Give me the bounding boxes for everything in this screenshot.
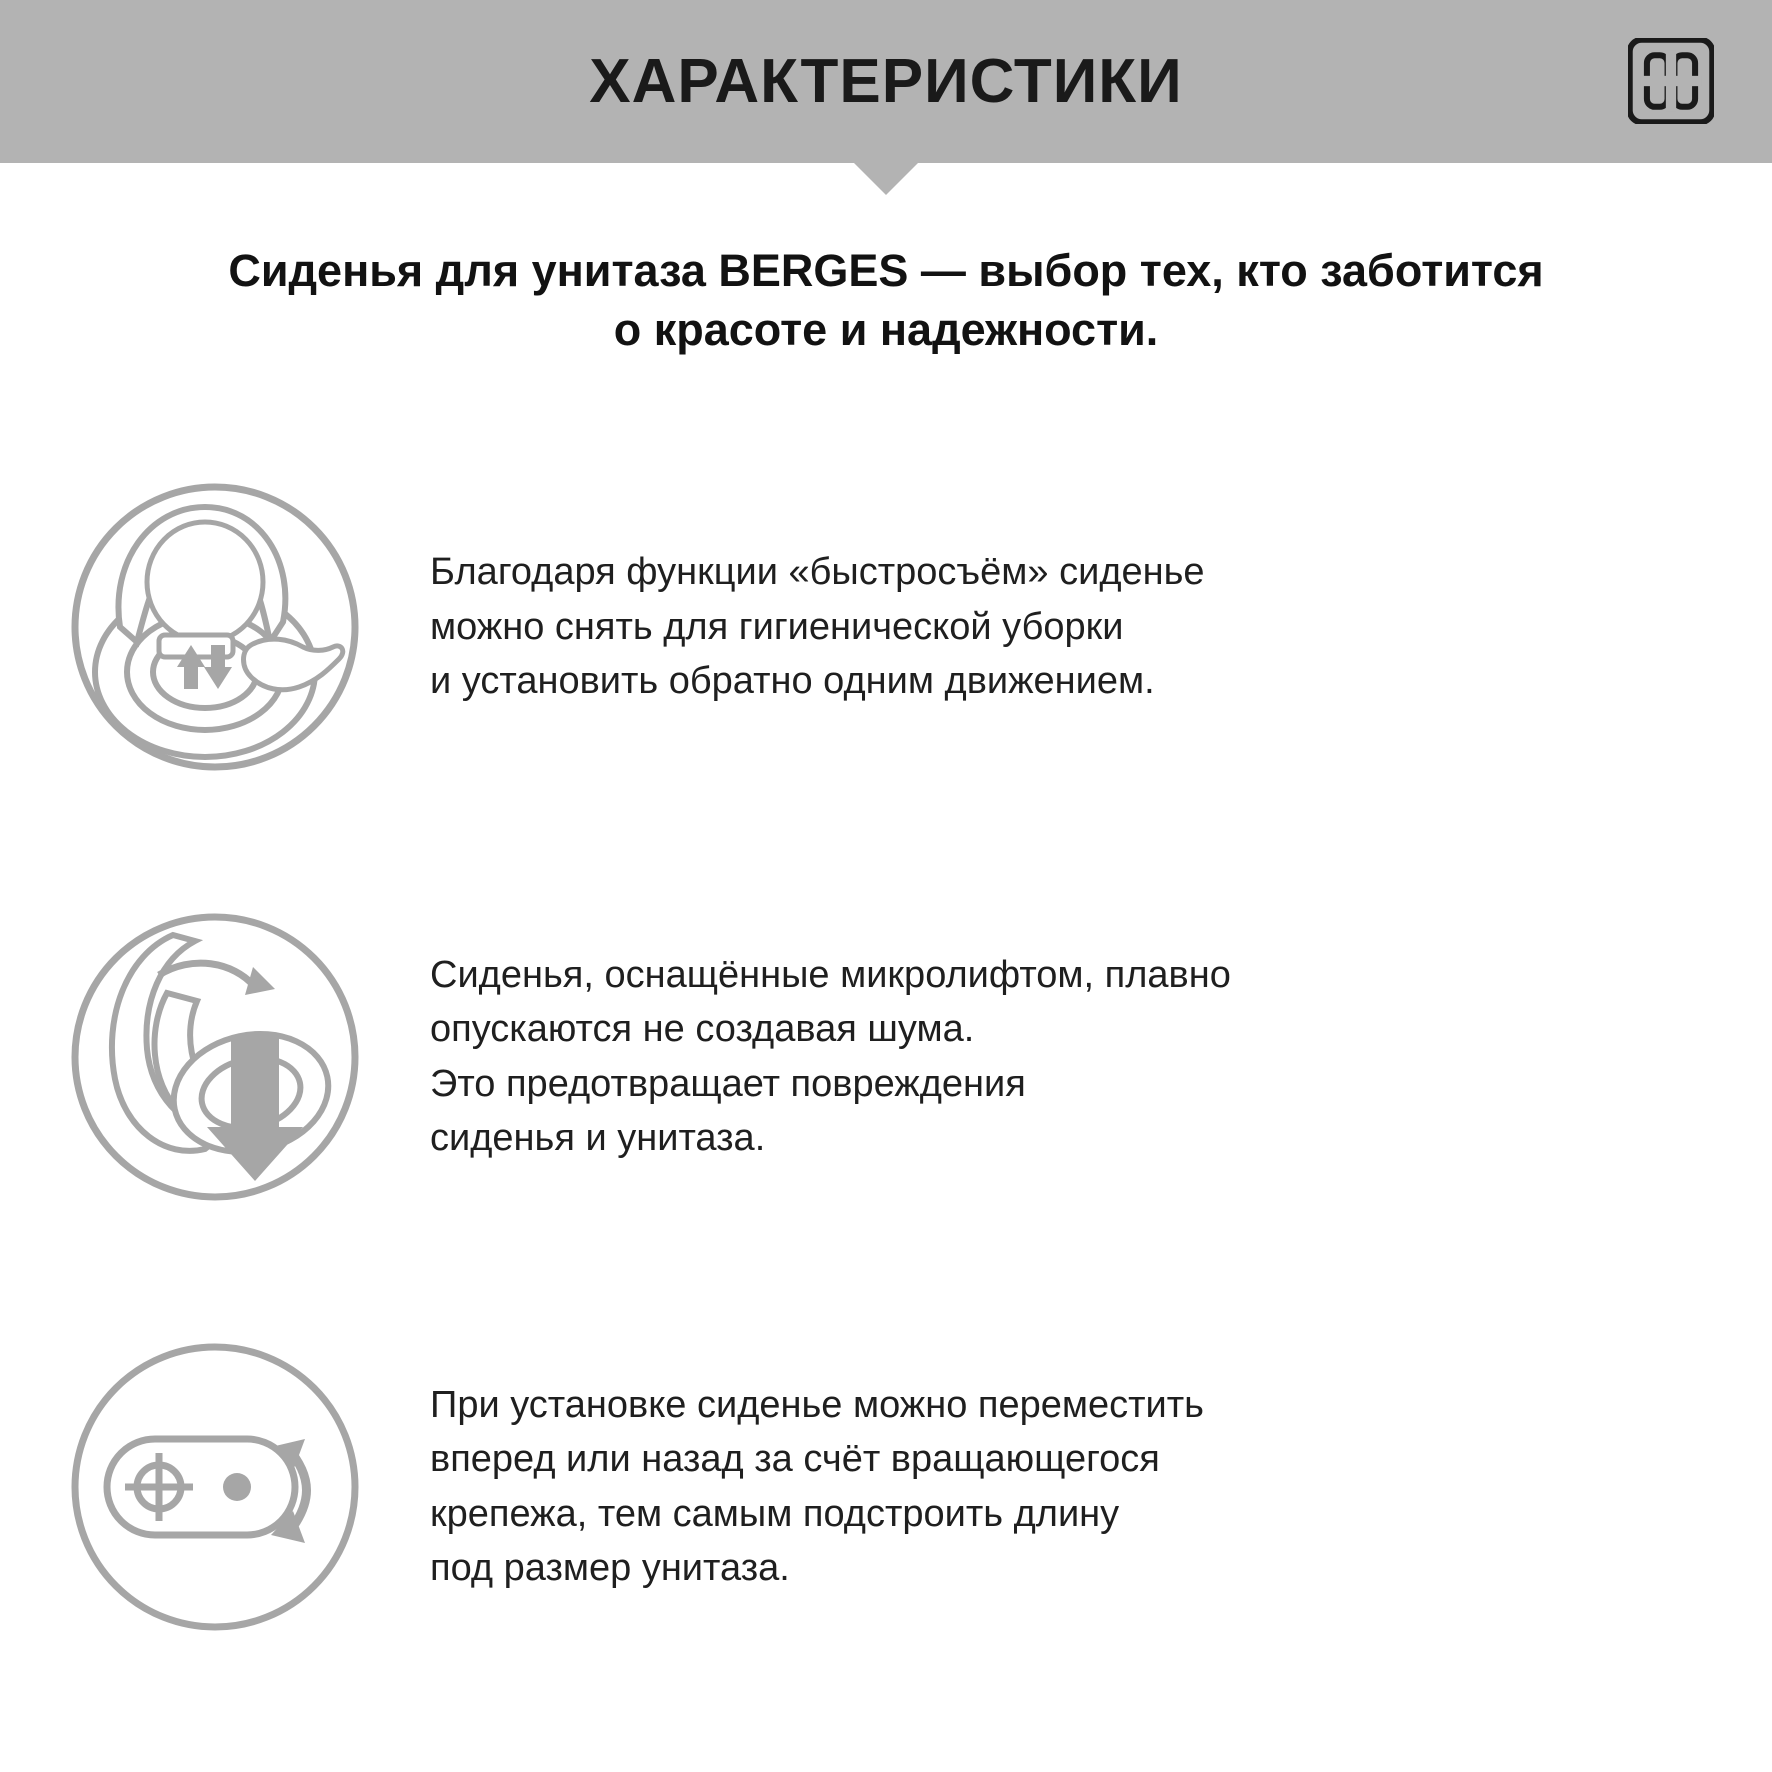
feature-line: можно снять для гигиенической уборки [430,605,1124,648]
berges-logo [1628,38,1714,124]
feature-text [430,545,1772,708]
intro-heading [136,241,1636,360]
soft-close-microlift-icon [0,897,430,1217]
feature-line: Это предотвращает повреждения [430,1062,1026,1105]
feature-row [0,412,1772,842]
feature-line: опускаются не создавая шума. [430,1008,975,1051]
feature-row [0,842,1772,1272]
feature-line: под размер унитаза. [430,1547,790,1590]
feature-line: сиденья и унитаза. [430,1117,766,1160]
intro-line-2: о красоте и надежности. [613,304,1159,356]
feature-line: и установить обратно одним движением. [430,659,1155,702]
feature-list [0,412,1772,1702]
feature-line: вперед или назад за счёт вращающегося [430,1438,1160,1481]
feature-line: крепежа, тем самым подстроить длину [430,1492,1120,1535]
feature-row [0,1272,1772,1702]
intro-line-1: Сиденья для унитаза BERGES — выбор тех, кто заботится [228,245,1544,296]
page-title: ХАРАКТЕРИСТИКИ [589,46,1183,116]
feature-text [430,948,1772,1165]
header-notch [854,163,918,195]
feature-line: Сиденья, оснащённые микролифтом, плавно [430,954,1231,997]
feature-line: Благодаря функции «быстросъём» сиденье [430,551,1205,594]
adjustable-mount-icon [0,1327,430,1647]
feature-line: При установке сиденье можно переместить [430,1384,1204,1427]
quick-release-seat-icon [0,467,430,787]
feature-text [430,1378,1772,1595]
header-bar [0,0,1772,163]
